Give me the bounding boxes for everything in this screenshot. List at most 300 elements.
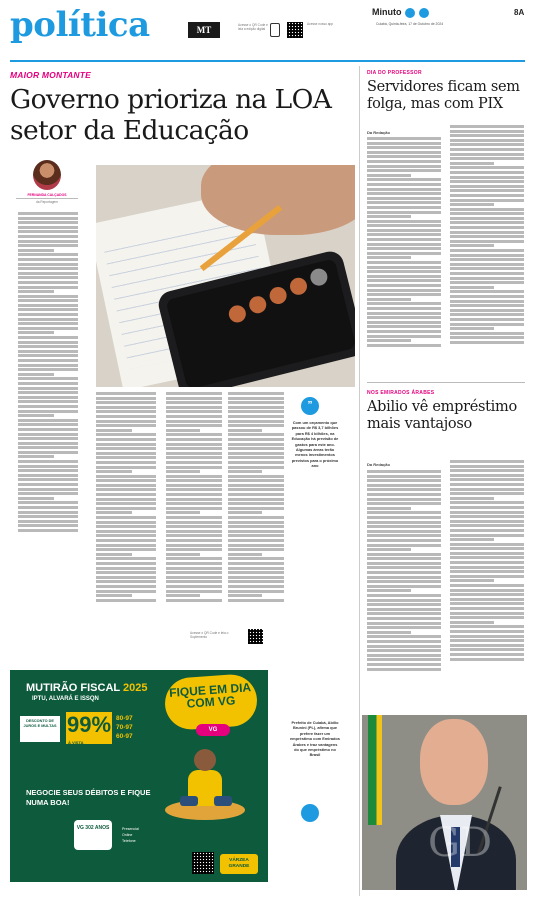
body-text-line xyxy=(450,529,524,532)
ad-subtitle: IPTU, ALVARÁ E ISSQN xyxy=(32,696,99,702)
body-text-line xyxy=(18,290,54,293)
body-text-line xyxy=(450,139,524,142)
body-text-line xyxy=(450,267,524,270)
body-text-line xyxy=(18,474,78,477)
body-text-line xyxy=(228,479,284,482)
body-text-line xyxy=(18,492,78,495)
body-text-line xyxy=(166,456,222,459)
body-text-line xyxy=(450,130,524,133)
body-text-line xyxy=(166,452,222,455)
body-text-line xyxy=(450,639,524,642)
body-text-line xyxy=(96,479,156,482)
body-text-line xyxy=(228,456,284,459)
ad-button[interactable]: VÁRZEA GRANDE xyxy=(220,854,258,874)
body-text-line xyxy=(450,566,524,569)
body-text-line xyxy=(367,507,411,510)
body-text-line xyxy=(228,534,284,537)
body-text-line xyxy=(228,576,284,579)
ad-channel-item: Presencial xyxy=(122,827,139,831)
body-text-line xyxy=(450,602,524,605)
side-story-byline: Da Redação xyxy=(367,130,390,135)
ad-call-to-action: NEGOCIE SEUS DÉBITOS E FIQUE NUMA BOA! xyxy=(26,788,151,807)
body-text-line xyxy=(18,446,78,449)
body-text-line xyxy=(96,456,156,459)
body-text-line xyxy=(367,521,441,524)
author-role: da Reportagem xyxy=(36,200,58,204)
main-body-column-3 xyxy=(166,392,222,603)
body-text-line xyxy=(18,442,78,445)
body-text-line xyxy=(367,238,441,241)
body-text-line xyxy=(96,590,156,593)
body-text-line xyxy=(367,599,441,602)
body-text-line xyxy=(18,396,78,399)
ad-discount-badge: DESCONTO DE JUROS E MULTAS xyxy=(20,716,60,742)
body-text-line xyxy=(228,599,284,602)
body-text-line xyxy=(18,240,78,243)
body-text-line xyxy=(18,520,78,523)
ad-pill: VG xyxy=(196,724,230,736)
brand-name: Minuto xyxy=(372,7,402,17)
body-text-line xyxy=(367,475,441,478)
body-text-line xyxy=(450,313,524,316)
body-text-line xyxy=(367,316,441,319)
body-text-line xyxy=(450,341,524,344)
body-text-line xyxy=(450,584,524,587)
main-photo xyxy=(96,165,355,387)
body-text-line xyxy=(96,406,156,409)
ad-qr-code-icon[interactable] xyxy=(192,852,214,874)
body-text-line xyxy=(18,304,78,307)
brand-badge-icon xyxy=(419,8,429,18)
ad-slogan: FIQUE EM DIA COM VG xyxy=(163,673,258,731)
body-text-line xyxy=(18,437,78,440)
body-text-line xyxy=(367,155,441,158)
body-text-line xyxy=(450,497,494,500)
body-text-line xyxy=(450,469,524,472)
body-text-line xyxy=(450,492,524,495)
body-text-line xyxy=(166,461,222,464)
body-text-line xyxy=(96,534,156,537)
body-text-line xyxy=(18,295,78,298)
body-text-line xyxy=(450,520,524,523)
body-text-line xyxy=(450,653,524,656)
body-text-line xyxy=(450,552,524,555)
body-text-line xyxy=(367,312,441,315)
body-text-line xyxy=(96,585,156,588)
body-text-line xyxy=(450,593,524,596)
body-text-line xyxy=(367,470,441,473)
ad-percent-item: 80-97 xyxy=(116,715,133,722)
body-text-line xyxy=(450,263,524,266)
body-text-line xyxy=(18,478,78,481)
body-text-line xyxy=(228,507,284,510)
body-text-line xyxy=(367,488,441,491)
body-text-line xyxy=(450,561,524,564)
body-text-line xyxy=(450,589,524,592)
body-text-line xyxy=(228,571,284,574)
body-text-line xyxy=(166,557,222,560)
body-text-line xyxy=(367,493,441,496)
body-text-line xyxy=(450,648,524,651)
body-text-line xyxy=(450,199,524,202)
author-divider xyxy=(16,198,78,199)
body-text-line xyxy=(367,571,441,574)
body-text-line xyxy=(166,585,222,588)
body-text-line xyxy=(228,415,284,418)
body-text-line xyxy=(367,654,441,657)
camera-icon xyxy=(301,804,319,822)
body-text-line xyxy=(450,538,494,541)
body-text-line xyxy=(450,635,524,638)
body-text-line xyxy=(450,318,524,321)
body-text-line xyxy=(228,590,284,593)
body-text-line xyxy=(450,501,524,504)
body-text-line xyxy=(166,493,222,496)
body-text-line xyxy=(450,194,524,197)
body-text-line xyxy=(18,373,54,376)
body-text-line xyxy=(367,289,441,292)
body-text-line xyxy=(228,397,284,400)
body-text-line xyxy=(166,571,222,574)
body-text-line xyxy=(450,235,524,238)
body-text-line xyxy=(450,332,524,335)
body-text-line xyxy=(96,433,156,436)
body-text-line xyxy=(450,226,524,229)
body-text-line xyxy=(367,594,441,597)
body-text-line xyxy=(18,515,78,518)
body-text-line xyxy=(96,553,132,556)
body-text-line xyxy=(450,483,524,486)
body-text-line xyxy=(18,465,78,468)
ad-person-illustration xyxy=(160,740,250,820)
second-story-headline: Abilio vê empréstimo mais vantajoso xyxy=(367,399,517,432)
body-text-line xyxy=(450,607,524,610)
body-text-line xyxy=(228,493,284,496)
body-text-line xyxy=(367,668,441,671)
ad-channel-item: Online xyxy=(122,833,133,837)
body-text-line xyxy=(166,420,222,423)
body-text-line xyxy=(367,270,441,273)
body-text-line xyxy=(18,272,78,275)
body-text-line xyxy=(166,521,222,524)
body-text-line xyxy=(228,438,284,441)
body-text-line xyxy=(450,579,494,582)
body-text-line xyxy=(450,203,494,206)
body-text-line xyxy=(367,325,441,328)
body-text-line xyxy=(166,424,222,427)
body-text-line xyxy=(367,224,441,227)
body-text-line xyxy=(450,153,524,156)
body-text-line xyxy=(96,502,156,505)
body-text-line xyxy=(228,498,284,501)
body-text-line xyxy=(450,290,524,293)
ad-title-text: MUTIRÃO FISCAL xyxy=(26,682,120,694)
second-story-byline: Da Redação xyxy=(367,462,390,467)
body-text-line xyxy=(450,143,524,146)
body-text-line xyxy=(450,598,524,601)
body-text-line xyxy=(450,570,524,573)
body-text-line xyxy=(166,488,222,491)
author-avatar xyxy=(33,160,61,190)
body-text-line xyxy=(367,206,441,209)
footer-qr-code-icon[interactable] xyxy=(248,629,263,644)
body-text-line xyxy=(96,576,156,579)
body-text-line xyxy=(367,275,441,278)
body-text-line xyxy=(367,330,441,333)
body-text-line xyxy=(367,502,441,505)
body-text-line xyxy=(18,221,78,224)
body-text-line xyxy=(367,192,441,195)
body-text-line xyxy=(450,524,524,527)
body-text-line xyxy=(228,557,284,560)
dateline: Cuiabá, Quinta-feira, 17 de Outubro de 2024 xyxy=(376,22,444,26)
body-text-line xyxy=(166,562,222,565)
ad-percent-list xyxy=(116,714,156,741)
body-text-line xyxy=(166,539,222,542)
qr-code-icon[interactable] xyxy=(287,22,303,38)
body-text-line xyxy=(96,562,156,565)
body-text-line xyxy=(18,414,54,417)
body-text-line xyxy=(228,488,284,491)
body-text-line xyxy=(228,594,262,597)
body-text-line xyxy=(367,256,411,259)
pull-quote: Com um orçamento que passou de R$ 3,7 bilhões para R$ 4 bilhões, na Educação há previsão de gastos para este ano. Algumas áreas terão menos investimentos previstos para o próximo ano xyxy=(291,420,339,469)
quote-icon: ” xyxy=(301,397,319,415)
body-text-line xyxy=(18,451,78,454)
body-text-line xyxy=(367,548,411,551)
body-text-line xyxy=(367,635,441,638)
body-text-line xyxy=(166,530,222,533)
body-text-line xyxy=(228,553,262,556)
body-text-line xyxy=(367,178,441,181)
body-text-line xyxy=(96,401,156,404)
brand-logo xyxy=(372,7,429,18)
body-text-line xyxy=(367,137,441,140)
body-text-line xyxy=(450,556,524,559)
body-text-line xyxy=(450,185,524,188)
body-text-line xyxy=(18,488,78,491)
body-text-line xyxy=(96,470,132,473)
body-text-line xyxy=(228,406,284,409)
body-text-line xyxy=(367,243,441,246)
body-text-line xyxy=(367,344,441,347)
body-text-line xyxy=(166,511,200,514)
body-text-line xyxy=(18,212,78,215)
body-text-line xyxy=(450,478,524,481)
body-text-line xyxy=(450,547,524,550)
body-text-line xyxy=(450,231,524,234)
body-text-line xyxy=(228,433,284,436)
body-text-line xyxy=(228,516,284,519)
body-text-line xyxy=(450,134,524,137)
body-text-line xyxy=(96,466,156,469)
body-text-line xyxy=(367,645,441,648)
column-divider xyxy=(359,66,360,896)
body-text-line xyxy=(166,525,222,528)
body-text-line xyxy=(450,281,524,284)
body-text-line xyxy=(18,276,78,279)
body-text-line xyxy=(367,298,411,301)
body-text-line xyxy=(96,498,156,501)
body-text-line xyxy=(18,497,54,500)
section-title: política xyxy=(10,5,150,45)
body-text-line xyxy=(166,548,222,551)
body-text-line xyxy=(18,244,78,247)
body-text-line xyxy=(367,484,441,487)
main-headline: Governo prioriza na LOA setor da Educação xyxy=(10,84,332,146)
body-text-line xyxy=(228,475,284,478)
body-text-line xyxy=(367,530,441,533)
body-text-line xyxy=(166,580,222,583)
body-text-line xyxy=(228,452,284,455)
body-text-line xyxy=(96,397,156,400)
body-text-line xyxy=(18,322,78,325)
body-text-line xyxy=(96,420,156,423)
body-text-line xyxy=(367,622,441,625)
body-text-line xyxy=(166,443,222,446)
body-text-line xyxy=(18,350,78,353)
body-text-line xyxy=(18,511,78,514)
body-text-line xyxy=(18,313,78,316)
body-text-line xyxy=(96,443,156,446)
body-text-line xyxy=(96,521,156,524)
body-text-line xyxy=(166,392,222,395)
body-text-line xyxy=(18,524,78,527)
body-text-line xyxy=(18,423,78,426)
body-text-line xyxy=(18,460,78,463)
body-text-line xyxy=(228,401,284,404)
advertisement[interactable] xyxy=(10,670,268,882)
body-text-line xyxy=(367,307,441,310)
body-text-line xyxy=(367,617,441,620)
body-text-line xyxy=(367,335,441,338)
body-text-line xyxy=(228,511,262,514)
body-text-line xyxy=(450,221,524,224)
body-text-line xyxy=(450,575,524,578)
body-text-line xyxy=(166,553,200,556)
body-text-line xyxy=(228,580,284,583)
body-text-line xyxy=(18,267,78,270)
body-text-line xyxy=(96,461,156,464)
body-text-line xyxy=(367,585,441,588)
body-text-line xyxy=(367,174,411,177)
body-text-line xyxy=(450,189,524,192)
body-text-line xyxy=(166,429,200,432)
body-text-line xyxy=(367,279,441,282)
body-text-line xyxy=(96,539,156,542)
body-text-line xyxy=(450,309,524,312)
body-text-line xyxy=(228,424,284,427)
header-divider xyxy=(10,60,525,62)
body-text-line xyxy=(166,410,222,413)
body-text-line xyxy=(18,253,78,256)
body-text-line xyxy=(228,530,284,533)
body-text-line xyxy=(450,171,524,174)
body-text-line xyxy=(367,557,441,560)
body-text-line xyxy=(367,612,441,615)
body-text-line xyxy=(166,479,222,482)
body-text-line xyxy=(228,521,284,524)
ad-price-label: À VISTA xyxy=(68,740,84,745)
body-text-line xyxy=(450,506,524,509)
body-text-line xyxy=(367,284,441,287)
body-text-line xyxy=(228,548,284,551)
body-text-line xyxy=(367,553,441,556)
body-text-line xyxy=(367,215,411,218)
body-text-line xyxy=(166,406,222,409)
body-text-line xyxy=(450,272,524,275)
body-text-line xyxy=(450,162,494,165)
body-text-line xyxy=(18,506,78,509)
body-text-line xyxy=(367,539,441,542)
second-story-kicker: NOS EMIRADOS ÁRABES xyxy=(367,390,435,396)
body-text-line xyxy=(18,359,78,362)
body-text-line xyxy=(450,625,524,628)
ad-channel-item: Telefone xyxy=(122,839,136,843)
tablet-icon xyxy=(270,23,280,37)
ad-title xyxy=(26,682,147,694)
page-number: 8A xyxy=(514,8,525,17)
brand-badge-icon xyxy=(405,8,415,18)
body-text-line xyxy=(228,410,284,413)
ad-percent-item: 60-97 xyxy=(116,733,133,740)
body-text-line xyxy=(367,658,441,661)
body-text-line xyxy=(96,429,132,432)
body-text-line xyxy=(367,188,441,191)
body-text-line xyxy=(18,336,78,339)
body-text-line xyxy=(367,640,441,643)
body-text-line xyxy=(367,197,441,200)
body-text-line xyxy=(450,249,524,252)
body-text-line xyxy=(367,169,441,172)
body-text-line xyxy=(96,516,156,519)
body-text-line xyxy=(367,252,441,255)
body-text-line xyxy=(18,299,78,302)
body-text-line xyxy=(166,447,222,450)
body-text-line xyxy=(228,420,284,423)
body-text-line xyxy=(450,148,524,151)
body-text-line xyxy=(96,488,156,491)
body-text-line xyxy=(166,534,222,537)
body-text-line xyxy=(450,254,524,257)
body-text-line xyxy=(450,166,524,169)
body-text-line xyxy=(367,220,441,223)
body-text-line xyxy=(166,576,222,579)
body-text-line xyxy=(450,515,524,518)
body-text-line xyxy=(450,244,494,247)
body-text-line xyxy=(18,387,78,390)
side-story-headline: Servidores ficam sem folga, mas com PIX xyxy=(367,79,520,112)
body-text-line xyxy=(96,415,156,418)
body-text-line xyxy=(367,339,411,342)
body-text-line xyxy=(450,488,524,491)
body-text-line xyxy=(166,516,222,519)
body-text-line xyxy=(228,525,284,528)
body-text-line xyxy=(96,599,156,602)
body-text-line xyxy=(367,261,441,264)
body-text-line xyxy=(228,470,262,473)
newspaper-logo: MT xyxy=(188,22,220,38)
body-text-line xyxy=(18,354,78,357)
body-text-line xyxy=(450,304,524,307)
body-text-line xyxy=(96,530,156,533)
body-text-line xyxy=(96,447,156,450)
side-body-column-1 xyxy=(367,137,441,348)
body-text-line xyxy=(450,286,494,289)
body-text-line xyxy=(367,233,441,236)
ad-percent-item: 70-97 xyxy=(116,724,133,731)
body-text-line xyxy=(450,543,524,546)
